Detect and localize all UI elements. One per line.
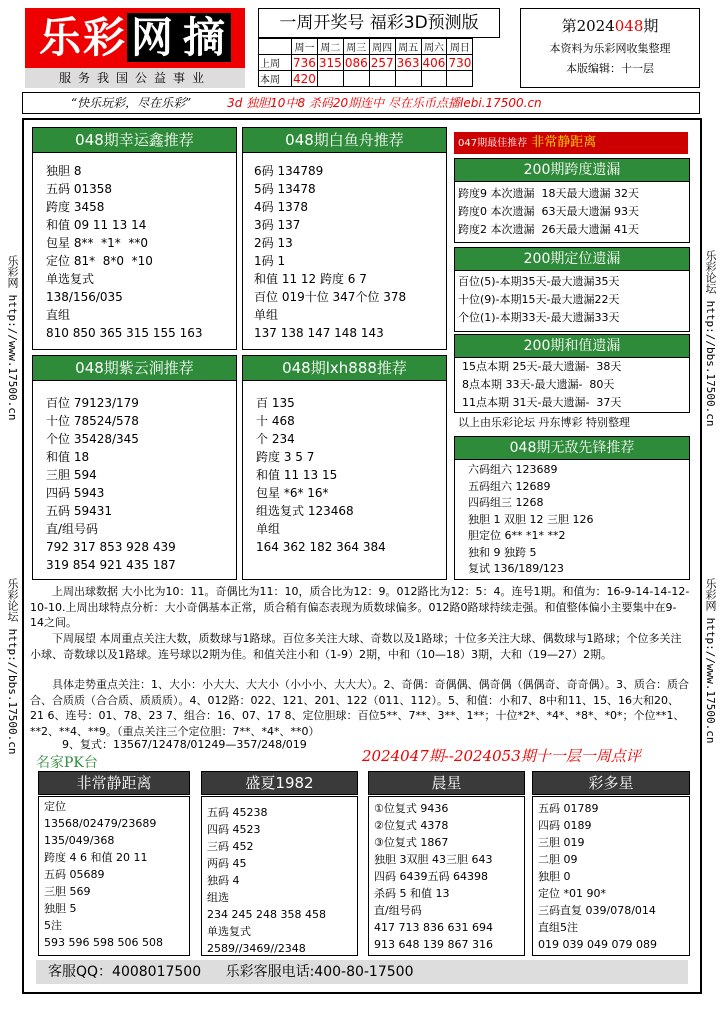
analysis-p2: 下周展望 本周重点关注大数，质数球与1路球。百位多关注大球、奇数以及1路球；十位多关注大球、偶数球与1路球；个位多关注小球、奇数球以及1路球。连号球以2期为佳。和值关注小和（1-9）2期，中和（10—18）3期，大和（19—27）2期。 (30, 632, 682, 661)
pos-missing-title: 200期定位遗漏 (454, 247, 690, 271)
promo-quote: “快乐玩彩，尽在乐彩” (71, 96, 192, 110)
logo-text-2: 网 (127, 13, 179, 62)
draw-number: 315 (318, 55, 342, 70)
draw-number: 257 (370, 55, 394, 70)
col2-title: 盛夏1982 (201, 771, 358, 795)
analysis-p1: 上周出球数据 大小比为10：11。奇偶比为11：10，质合比为12：9。012路比为12：5：4。连号1期。和值为：16-9-14-14-12-10-10.上周出球特点分析：大小奇偶基本正常，质合稍有偏态表现为质数球偏多。012路0路球持续走强。和值整体偏小主要集中在9-14之间。 (30, 585, 690, 629)
box-lucky-title: 048期幸运鑫推荐 (32, 127, 237, 153)
box-baiyu-content: 6码 134789 5码 13478 4码 1378 3码 137 2码 13 1码 1 和值 11 12 跨度 6 7 百位 019十位 347个位 378 单组 137 138 147 148 143 (254, 164, 407, 340)
footer (36, 960, 688, 984)
box-baiyu-title: 048期白鱼舟推荐 (242, 127, 447, 153)
promo-bar (22, 92, 700, 114)
side-label-right-top: 乐彩论坛 http://bbs.17500.cn (704, 250, 717, 427)
draw-number: 406 (422, 55, 446, 70)
last-week-label: 上周 (259, 55, 292, 71)
weekday: 周六 (421, 39, 447, 55)
draw-number: 363 (396, 55, 420, 70)
slogan: 服务我国公益事业 (25, 68, 245, 88)
box-ziyun-content: 百位 79123/179 十位 78524/578 个位 35428/345 和值 18 三胆 594 四码 5943 五码 59431 直/组号码 792 317 853 928 439 319 854 921 435 187 (46, 396, 176, 572)
col1-title: 非常静距离 (38, 771, 190, 795)
draw-number (369, 71, 395, 87)
box-lxh-content: 百 135 十 468 个 234 跨度 3 5 7 和值 11 13 15 包星 *6* 16* 组选复式 123468 单组 164 362 182 364 384 (256, 396, 386, 554)
draw-number (421, 71, 447, 87)
span-missing-content: 跨度9 本次遗漏 18天最大遗漏 32天 跨度0 本次遗漏 63天最大遗漏 93天 跨度2 本次遗漏 26天最大遗漏 41天 (458, 187, 639, 236)
issue-info (520, 8, 700, 88)
side-label-left-top: 乐彩网 http://www.17500.cn (6, 255, 19, 421)
sum-missing-title: 200期和值遗漏 (454, 334, 690, 358)
side-label-right-bottom: 乐彩网 http://www.17500.cn (704, 578, 717, 744)
promo-link[interactable]: 3d 独胆10中8 杀码20期连中 尽在乐币点播lebi.17500.cn (227, 96, 542, 110)
footer-qq: 客服QQ：4008017500 (48, 964, 202, 980)
draw-number: 730 (448, 55, 472, 70)
weekday: 周一 (292, 39, 318, 55)
wudi-title: 048期无敌先锋推荐 (454, 436, 690, 460)
review-label: 2024047期--2024053期十一层一周点评 (362, 747, 641, 765)
analysis-p3: 具体走势重点关注：1、大小：小大大、大大小（小小小、大大大）。2、奇偶：奇偶偶、偶奇偶（偶偶奇、奇奇偶）。3、质合：质合合、合质质（合合质、质质质）。4、012路：022、121、201、122（011、112）。5、和值：小和7、8中和11、15、16大和20、21 6、连号：01、78、23 7、组合：16、07、17 8、定位胆球：百位5**、7**、3**、1**；十位*2*、*4*、*8*、*0*；个位**1、**2、**4、**9。（重点关注三个定位胆：7**、*4*、**0） (30, 678, 689, 738)
weekday: 周日 (447, 39, 473, 55)
page-title: 一周开奖号 福彩3D预测版 (258, 8, 500, 38)
side-label-left-bottom: 乐彩论坛 http://bbs.17500.cn (6, 578, 19, 755)
weekday: 周三 (343, 39, 369, 55)
weekday: 周二 (317, 39, 343, 55)
draw-number: 736 (293, 55, 316, 70)
best-pick-header: 047期最佳推荐 非常静距离 (454, 132, 688, 154)
this-week-label: 本周 (259, 71, 292, 87)
draw-number (395, 71, 421, 87)
box-ziyun-title: 048期紫云涧推荐 (32, 355, 237, 381)
pos-missing-content: 百位(5)-本期35天-最大遗漏35天 十位(9)-本期15天-最大遗漏22天 个位(1)-本期33天-最大遗漏33天 (458, 275, 620, 324)
draw-number: 420 (293, 71, 316, 86)
logo (25, 8, 245, 68)
draw-number (447, 71, 473, 87)
col2-content: 五码 45238 四码 4523 三码 452 两码 45 独码 4 组选 234 245 248 358 458 单选复式 2589//3469//2348 (207, 806, 326, 955)
analysis-p4: 9、复式：13567/12478/01249—357/248/019 (62, 738, 307, 751)
col1-content: 定位 13568/02479/23689 135/049/368 跨度 4 6 和值 20 11 五码 05689 三胆 569 独胆 5 5注 593 596 598 506 508 (44, 800, 163, 949)
box-lxh-title: 048期lxh888推荐 (242, 355, 447, 381)
box-lucky-content: 独胆 8 五码 01358 跨度 3458 和值 09 11 13 14 包星 8** *1* **0 定位 81* 8*0 *10 单选复式 138/156/035 直组 810 850 365 315 155 163 (46, 164, 203, 340)
weekday: 周四 (369, 39, 395, 55)
col4-title: 彩多星 (532, 771, 690, 795)
span-missing-title: 200期跨度遗漏 (454, 158, 690, 182)
editor-note: 本版编辑：十一层 (566, 62, 654, 75)
source-note: 本资料为乐彩网收集整理 (549, 42, 671, 55)
logo-text-1: 乐彩 (38, 13, 127, 62)
thanks-note: 以上由乐彩论坛 丹东博彩 特别整理 (458, 416, 630, 429)
col4-content: 五码 01789 四码 0189 三胆 019 二胆 09 独胆 0 定位 *01 90* 三码直复 039/078/014 直组5注 019 039 049 079 089 (538, 802, 657, 951)
draw-number: 086 (344, 55, 368, 70)
footer-phone: 乐彩客服电话:400-80-17500 (225, 964, 414, 980)
issue-number: 第2024048期 (561, 17, 659, 35)
col3-content: ①位复式 9436 ②位复式 4378 ③位复式 1867 独胆 3双胆 43三胆 643 四码 6439五码 64398 杀码 5 和值 13 直/组号码 417 713 836 631 694 913 648 139 867 316 (374, 802, 493, 951)
draw-number (317, 71, 343, 87)
weekly-draw-table (258, 38, 473, 87)
pk-label: 名家PK台 (36, 755, 98, 771)
col3-title: 晨星 (368, 771, 525, 795)
draw-number (343, 71, 369, 87)
wudi-content: 六码组六 123689 五码组六 12689 四码组三 1268 独胆 1 双胆 12 三胆 126 胆定位 6** *1* **2 独和 9 独跨 5 复试 136/189/123 (468, 463, 594, 575)
logo-text-3: 摘 (179, 13, 231, 62)
weekday: 周五 (395, 39, 421, 55)
sum-missing-content: 15点本期 25天-最大遗漏- 38天 8点本期 33天-最大遗漏- 80天 11点本期 31天-最大遗漏- 37天 (462, 360, 622, 409)
